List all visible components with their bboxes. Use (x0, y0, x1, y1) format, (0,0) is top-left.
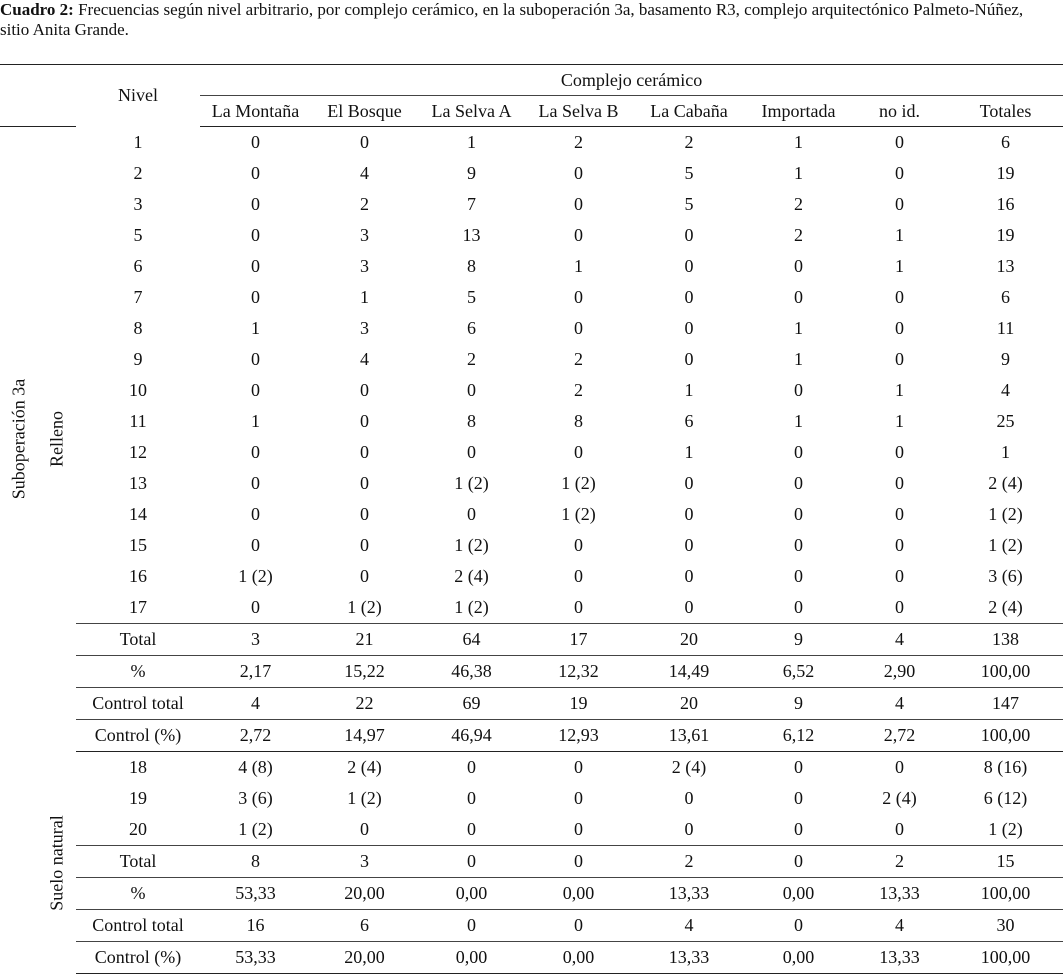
summary-row (0, 656, 1063, 688)
table-cell: 13 (996, 256, 1015, 276)
nivel-cell: 14 (129, 504, 147, 524)
table-cell: 0,00 (418, 878, 525, 910)
table-cell: 1 (684, 380, 694, 400)
table-cell: 1 (794, 349, 803, 369)
column-header: La Montaña (200, 96, 311, 127)
table-cell: 1 (2) (454, 535, 489, 555)
table-cell: 0 (251, 380, 260, 400)
table-cell: 0 (574, 566, 583, 586)
section-label-suboperacion-text: Suboperación 3a (8, 379, 29, 500)
table-cell: 12,32 (525, 656, 632, 688)
table-cell: 0 (574, 597, 583, 617)
table-cell: 12,93 (525, 720, 632, 752)
nivel-cell: 13 (129, 473, 147, 493)
table-cell: 53,33 (200, 942, 311, 974)
column-header: no id. (851, 96, 948, 127)
nivel-cell: 9 (133, 349, 143, 369)
table-cell: 0 (360, 819, 369, 839)
table-cell: 0 (574, 819, 583, 839)
nivel-cell: 16 (129, 566, 147, 586)
table-cell: 1 (2) (454, 597, 489, 617)
table-cell: 0 (895, 194, 904, 214)
table-cell: 1 (895, 225, 904, 245)
table-cell: 1 (2) (347, 788, 382, 808)
nivel-cell: 8 (133, 318, 143, 338)
table-cell: 0 (251, 132, 260, 152)
table-cell: 16 (200, 910, 311, 942)
table-cell: 0 (794, 442, 803, 462)
caption-label: Cuadro 2: (0, 0, 74, 19)
table-cell: 13,33 (851, 878, 948, 910)
table-cell: 0 (360, 566, 369, 586)
table-row (0, 375, 1063, 406)
table-cell: 2 (360, 194, 369, 214)
table-row (0, 499, 1063, 530)
table-cell: 0,00 (525, 942, 632, 974)
table-cell: 4 (360, 163, 369, 183)
table-cell: 0 (360, 380, 369, 400)
table-cell: 1 (794, 318, 803, 338)
table-cell: 0 (684, 256, 694, 276)
table-cell: 8 (467, 256, 476, 276)
table-cell: 1 (2) (988, 819, 1023, 839)
table-cell: 0 (794, 757, 803, 777)
table-cell: 2 (632, 846, 746, 878)
table-cell: 0 (684, 819, 694, 839)
table-cell: 0 (467, 819, 476, 839)
table-cell: 20,00 (311, 942, 418, 974)
table-cell: 0 (574, 194, 583, 214)
table-cell: 0 (794, 473, 803, 493)
table-cell: 53,33 (200, 878, 311, 910)
table-cell: 0 (251, 442, 260, 462)
summary-row (0, 720, 1063, 752)
table-cell: 1 (2) (454, 473, 489, 493)
table-cell: 0 (895, 473, 904, 493)
table-cell: 16 (996, 194, 1015, 214)
table-cell: 0 (895, 535, 904, 555)
table-cell: 0 (895, 132, 904, 152)
table-cell: 0 (525, 910, 632, 942)
table-cell: 0 (794, 535, 803, 555)
table-cell: 3 (6) (988, 566, 1023, 586)
table-cell: 14,97 (311, 720, 418, 752)
table-cell: 4 (632, 910, 746, 942)
table-cell: 19 (996, 225, 1015, 245)
table-cell: 6,52 (746, 656, 851, 688)
table-cell: 22 (311, 688, 418, 720)
table-cell: 6 (1001, 287, 1011, 307)
column-header: La Cabaña (632, 96, 746, 127)
table-cell: 0 (467, 757, 476, 777)
table-cell: 4 (8) (238, 757, 273, 777)
table-cell: 1 (2) (238, 819, 273, 839)
table-cell: 0,00 (746, 942, 851, 974)
table-cell: 30 (948, 910, 1063, 942)
nivel-cell: Control (%) (76, 720, 200, 752)
table-cell: 0 (574, 318, 583, 338)
table-cell: 2 (794, 194, 803, 214)
table-cell: 4 (1001, 380, 1011, 400)
table-cell: 6 (12) (983, 788, 1028, 808)
section-label-suelo-natural (38, 752, 76, 974)
caption-text: Frecuencias según nivel arbitrario, por complejo cerámico, en la suboperación 3a, basamento R3, complejo arquitectónico Palmeto-Núñez, sitio Anita Grande. (0, 0, 1024, 39)
table-cell: 3 (311, 846, 418, 878)
table-row (0, 783, 1063, 814)
table-cell: 0 (574, 225, 583, 245)
table-cell: 0 (684, 597, 694, 617)
table-cell: 0 (895, 349, 904, 369)
table-cell: 2,72 (200, 720, 311, 752)
nivel-cell: 1 (133, 131, 143, 152)
nivel-cell: Control total (76, 910, 200, 942)
nivel-cell: 6 (133, 256, 143, 276)
table-cell: 3 (360, 225, 369, 245)
table-cell: 13,61 (632, 720, 746, 752)
table-cell: 3 (6) (238, 788, 273, 808)
column-header: Totales (948, 96, 1063, 127)
nivel-cell: 17 (129, 597, 147, 617)
table-cell: 69 (418, 688, 525, 720)
table-cell: 2 (4) (882, 788, 917, 808)
table-cell: 0 (895, 163, 904, 183)
table-cell: 1 (2) (238, 566, 273, 586)
table-row (0, 406, 1063, 437)
frequency-table (0, 64, 1063, 974)
table-cell: 0 (684, 318, 694, 338)
table-cell: 147 (948, 688, 1063, 720)
table-row (0, 344, 1063, 375)
table-cell: 0 (360, 504, 369, 524)
table-cell: 20,00 (311, 878, 418, 910)
table-cell: 0 (684, 788, 694, 808)
table-cell: 0 (684, 349, 694, 369)
table-cell: 6 (311, 910, 418, 942)
table-cell: 2 (574, 349, 583, 369)
table-cell: 0 (360, 132, 369, 152)
summary-row (0, 878, 1063, 910)
nivel-cell: 2 (133, 163, 143, 183)
table-cell: 0 (467, 380, 476, 400)
table-cell: 2,17 (200, 656, 311, 688)
section-label-relleno (38, 127, 76, 752)
table-row (0, 561, 1063, 592)
table-cell: 4 (360, 349, 369, 369)
table-cell: 4 (851, 910, 948, 942)
table-cell: 100,00 (948, 656, 1063, 688)
table-row (0, 189, 1063, 220)
nivel-cell: 5 (133, 225, 143, 245)
table-cell: 100,00 (948, 942, 1063, 974)
table-cell: 0 (360, 442, 369, 462)
table-cell: 100,00 (948, 878, 1063, 910)
table-cell: 0 (895, 287, 904, 307)
table-cell: 0 (746, 846, 851, 878)
table-cell: 0 (251, 194, 260, 214)
table-cell: 0 (251, 473, 260, 493)
table-cell: 4 (200, 688, 311, 720)
table-cell: 0 (684, 535, 694, 555)
table-row (0, 313, 1063, 344)
table-cell: 1 (251, 411, 260, 431)
table-cell: 0 (360, 411, 369, 431)
table-cell: 4 (851, 624, 948, 656)
table-cell: 0 (684, 287, 694, 307)
table-cell: 138 (948, 624, 1063, 656)
table-caption (0, 0, 1050, 40)
table-cell: 0 (574, 163, 583, 183)
table-cell: 64 (418, 624, 525, 656)
table-cell: 46,94 (418, 720, 525, 752)
table-cell: 0 (794, 788, 803, 808)
table-cell: 2 (794, 225, 803, 245)
table-cell: 25 (996, 411, 1015, 431)
table-cell: 8 (16) (983, 757, 1028, 777)
table-cell: 2 (4) (347, 757, 382, 777)
summary-row (0, 624, 1063, 656)
table-cell: 0 (525, 846, 632, 878)
table-cell: 11 (996, 318, 1015, 338)
table-cell: 0 (574, 287, 583, 307)
table-cell: 0,00 (746, 878, 851, 910)
nivel-cell: % (76, 878, 200, 910)
table-cell: 0 (418, 910, 525, 942)
table-cell: 15 (948, 846, 1063, 878)
table-cell: 1 (2) (561, 504, 596, 524)
table-row (0, 158, 1063, 189)
nivel-cell: 20 (129, 819, 147, 839)
table-cell: 1 (574, 256, 583, 276)
table-cell: 0 (794, 287, 803, 307)
table-row (0, 251, 1063, 282)
table-cell: 1 (1001, 442, 1011, 462)
table-row (0, 468, 1063, 499)
table-cell: 0 (895, 442, 904, 462)
table-cell: 21 (311, 624, 418, 656)
table-cell: 0 (467, 442, 476, 462)
table-cell: 3 (360, 318, 369, 338)
table-cell: 5 (684, 194, 694, 214)
table-cell: 1 (794, 411, 803, 431)
nivel-cell: 18 (129, 757, 147, 777)
table-row (0, 220, 1063, 251)
nivel-cell: Control (%) (76, 942, 200, 974)
table-cell: 0 (251, 163, 260, 183)
table-cell: 19 (525, 688, 632, 720)
header-blank (0, 65, 76, 96)
table-cell: 2 (4) (671, 757, 707, 777)
table-cell: 0 (684, 566, 694, 586)
table-cell: 1 (467, 132, 476, 152)
table-cell: 8 (200, 846, 311, 878)
nivel-cell: 11 (129, 411, 147, 431)
table-cell: 1 (794, 132, 803, 152)
table-row (0, 752, 1063, 784)
header-nivel: Nivel (76, 65, 200, 127)
table-cell: 0 (895, 819, 904, 839)
nivel-cell: 10 (129, 380, 147, 400)
table-cell: 0 (895, 597, 904, 617)
table-cell: 8 (467, 411, 476, 431)
table-cell: 2 (4) (988, 473, 1023, 493)
table-cell: 14,49 (632, 656, 746, 688)
table-cell: 0 (251, 225, 260, 245)
column-header: El Bosque (311, 96, 418, 127)
table-cell: 1 (2) (347, 597, 382, 617)
table-cell: 0 (467, 788, 476, 808)
table-cell: 0 (794, 597, 803, 617)
table-cell: 0,00 (418, 942, 525, 974)
table-cell: 0 (251, 287, 260, 307)
table-cell: 6 (1001, 132, 1011, 152)
table-cell: 0 (895, 318, 904, 338)
header-complejo-ceramico: Complejo cerámico (200, 65, 1063, 96)
nivel-cell: Total (76, 846, 200, 878)
table-cell: 6,12 (746, 720, 851, 752)
header-blank-2 (0, 96, 76, 127)
table-cell: 2 (851, 846, 948, 878)
table-cell: 1 (2) (988, 535, 1023, 555)
section-label-suelo-natural-text: Suelo natural (46, 814, 67, 911)
section-side-blank (0, 752, 38, 974)
table-row (0, 530, 1063, 561)
table-cell: 17 (525, 624, 632, 656)
column-header: Importada (746, 96, 851, 127)
table-cell: 2 (574, 132, 583, 152)
table-row (0, 814, 1063, 846)
table-cell: 0,00 (525, 878, 632, 910)
table-cell: 100,00 (948, 720, 1063, 752)
table-cell: 0 (360, 535, 369, 555)
table-cell: 4 (851, 688, 948, 720)
table-cell: 1 (895, 411, 904, 431)
summary-row (0, 688, 1063, 720)
column-header: La Selva A (418, 96, 525, 127)
table-cell: 2 (4) (988, 597, 1023, 617)
table-cell: 1 (2) (988, 504, 1023, 524)
table-cell: 15,22 (311, 656, 418, 688)
table-cell: 0 (574, 535, 583, 555)
table-cell: 13 (462, 225, 481, 245)
table-cell: 0 (794, 504, 803, 524)
table-cell: 5 (684, 163, 694, 183)
section-label-relleno-text: Relleno (46, 411, 67, 468)
summary-row (0, 910, 1063, 942)
table-cell: 3 (200, 624, 311, 656)
nivel-cell: 7 (133, 287, 143, 307)
table-cell: 2 (684, 132, 694, 152)
table-cell: 1 (251, 318, 260, 338)
nivel-cell: 19 (129, 788, 147, 808)
table-cell: 0 (794, 566, 803, 586)
table-row (0, 592, 1063, 624)
table-cell: 0 (794, 380, 803, 400)
table-cell: 1 (895, 380, 904, 400)
table-cell: 46,38 (418, 656, 525, 688)
column-header: La Selva B (525, 96, 632, 127)
table-cell: 0 (684, 473, 694, 493)
table-cell: 2 (467, 349, 476, 369)
table-cell: 1 (794, 163, 803, 183)
table-row (0, 282, 1063, 313)
table-cell: 0 (895, 566, 904, 586)
table-cell: 19 (996, 163, 1015, 183)
table-cell: 1 (895, 256, 904, 276)
table-cell: 0 (684, 225, 694, 245)
table-cell: 3 (360, 256, 369, 276)
table-cell: 2,90 (851, 656, 948, 688)
table-row (0, 437, 1063, 468)
nivel-cell: % (76, 656, 200, 688)
table-cell: 0 (467, 504, 476, 524)
table-cell: 9 (746, 688, 851, 720)
table-cell: 6 (684, 411, 694, 431)
table-cell: 2,72 (851, 720, 948, 752)
table-cell: 2 (574, 380, 583, 400)
table-cell: 9 (746, 624, 851, 656)
table-cell: 0 (746, 910, 851, 942)
table-cell: 8 (574, 411, 583, 431)
table-cell: 5 (467, 287, 476, 307)
table-cell: 0 (251, 535, 260, 555)
table-cell: 2 (4) (454, 566, 489, 586)
section-label-suboperacion (0, 127, 38, 752)
table-cell: 0 (360, 473, 369, 493)
table-row (0, 127, 1063, 159)
table-cell: 0 (251, 349, 260, 369)
summary-row (0, 846, 1063, 878)
table-cell: 1 (2) (561, 473, 596, 493)
table-cell: 9 (467, 163, 476, 183)
table-cell: 0 (574, 442, 583, 462)
table-cell: 13,33 (851, 942, 948, 974)
table-cell: 0 (251, 256, 260, 276)
table-cell: 7 (467, 194, 476, 214)
table-cell: 0 (574, 788, 583, 808)
nivel-cell: Total (76, 624, 200, 656)
table-cell: 13,33 (632, 878, 746, 910)
table-cell: 0 (418, 846, 525, 878)
table-cell: 1 (684, 442, 694, 462)
table-cell: 0 (684, 504, 694, 524)
table-cell: 6 (467, 318, 476, 338)
table-cell: 13,33 (632, 942, 746, 974)
table-cell: 0 (574, 757, 583, 777)
nivel-cell: Control total (76, 688, 200, 720)
nivel-cell: 12 (129, 442, 147, 462)
table-cell: 1 (360, 287, 369, 307)
table-cell: 0 (251, 504, 260, 524)
nivel-cell: 3 (133, 194, 143, 214)
nivel-cell: 15 (129, 535, 147, 555)
table-cell: 9 (1001, 349, 1011, 369)
table-cell: 20 (632, 688, 746, 720)
table-cell: 0 (251, 597, 260, 617)
table-cell: 0 (794, 819, 803, 839)
table-cell: 0 (895, 504, 904, 524)
table-cell: 20 (632, 624, 746, 656)
table-cell: 0 (794, 256, 803, 276)
table-cell: 0 (895, 757, 904, 777)
